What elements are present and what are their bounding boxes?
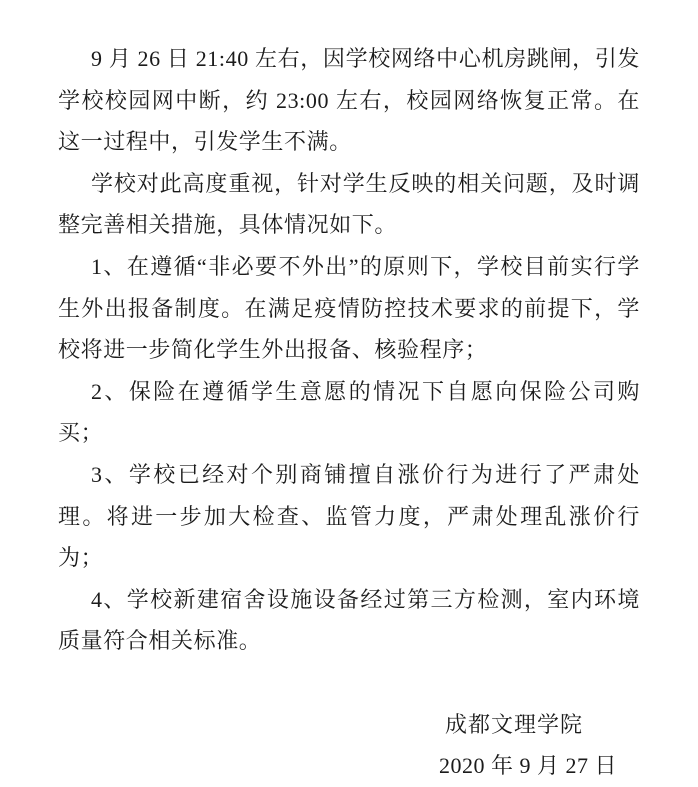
paragraph: 4、学校新建宿舍设施设备经过第三方检测，室内环境质量符合相关标准。: [58, 586, 640, 654]
paragraph: 3、学校已经对个别商铺擅自涨价行为进行了严肃处理。将进一步加大检查、监管力度，严肃处理乱涨价行为；: [58, 461, 640, 571]
paragraph: 1、在遵循“非必要不外出”的原则下，学校目前实行学生外出报备制度。在满足疫情防控技术要求的前提下，学校将进一步简化学生外出报备、核验程序；: [58, 253, 640, 363]
paragraph: 9 月 26 日 21:40 左右，因学校网络中心机房跳闸，引发学校校园网中断，约 23:00 左右，校园网络恢复正常。在这一过程中，引发学生不满。: [58, 46, 640, 155]
signature-date: 2020 年 9 月 27 日: [438, 753, 617, 779]
paragraph: 2、保险在遵循学生意愿的情况下自愿向保险公司购买；: [58, 378, 640, 446]
signature-name: 成都文理学院: [444, 711, 583, 737]
document-body: [58, 38, 640, 662]
paragraph: 学校对此高度重视，针对学生反映的相关问题，及时调整完善相关措施，具体情况如下。: [58, 170, 640, 238]
signature-block: [58, 704, 640, 787]
